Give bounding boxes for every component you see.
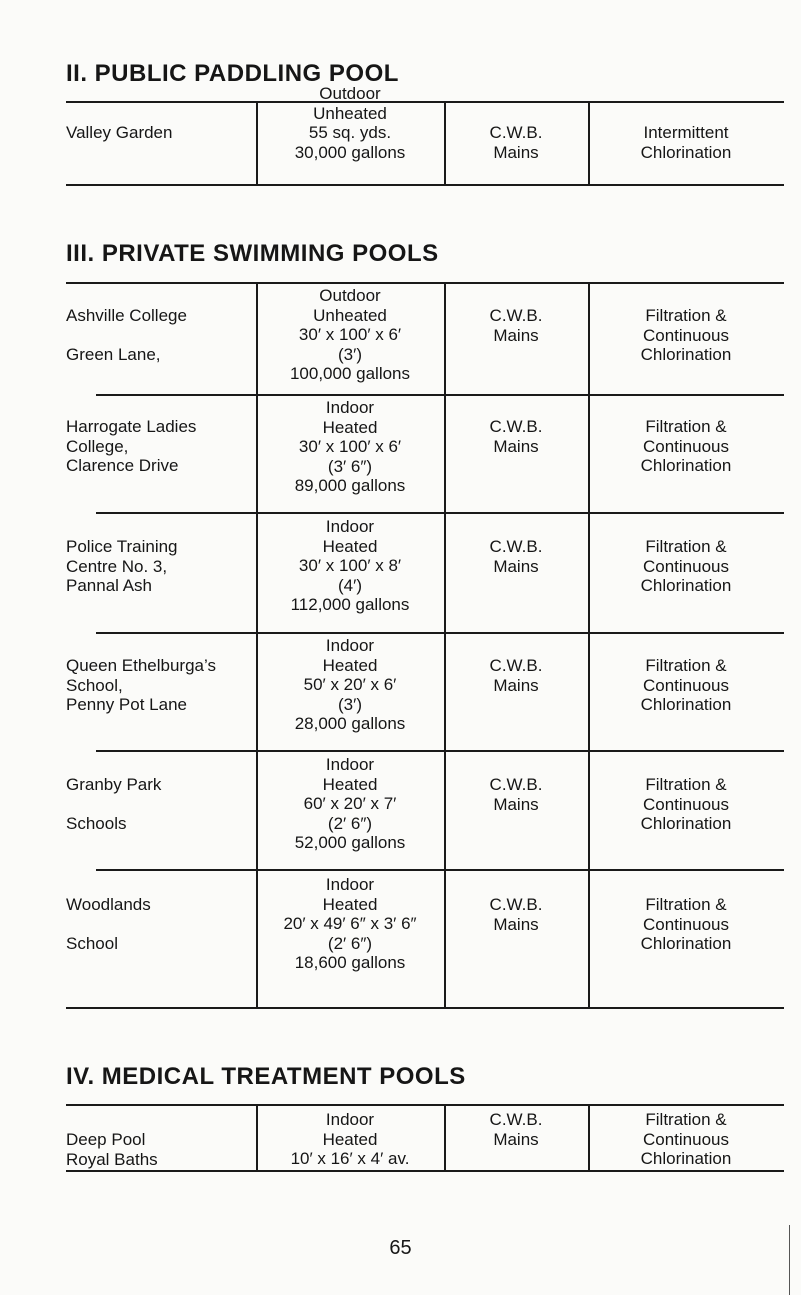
table-rule	[66, 1104, 784, 1106]
water-supply: C.W.B. Mains	[489, 306, 543, 345]
treatment: Filtration & Continuous Chlorination	[640, 537, 732, 596]
pool-name: Police Training Centre No. 3, Pannal Ash	[66, 537, 178, 596]
table-rule	[66, 282, 784, 284]
water-supply: C.W.B. Mains	[489, 895, 543, 934]
treatment: Filtration & Continuous Chlorination	[640, 656, 732, 715]
section-heading-medical: IV. MEDICAL TREATMENT POOLS	[66, 1063, 466, 1090]
treatment: Filtration & Continuous Chlorination	[640, 775, 732, 834]
section-heading-public: II. PUBLIC PADDLING POOL	[66, 60, 399, 87]
pool-name: Granby Park Schools	[66, 775, 162, 834]
water-supply: C.W.B. Mains	[489, 656, 543, 695]
table-rule	[66, 184, 784, 186]
treatment: Filtration & Continuous Chlorination	[640, 1110, 732, 1169]
pool-type: Indoor Heated 50′ x 20′ x 6′ (3′) 28,000 gallons	[294, 636, 406, 734]
page-edge-line	[789, 1225, 790, 1295]
treatment: Filtration & Continuous Chlorination	[640, 417, 732, 476]
pool-name: Deep Pool Royal Baths	[66, 1130, 158, 1169]
pool-type: Outdoor Unheated 55 sq. yds. 30,000 gallons	[294, 84, 406, 162]
section-heading-private: III. PRIVATE SWIMMING POOLS	[66, 240, 439, 267]
row-divider	[96, 512, 784, 514]
row-divider	[96, 394, 784, 396]
pool-name: Woodlands School	[66, 895, 151, 954]
treatment: Filtration & Continuous Chlorination	[640, 895, 732, 954]
row-divider	[96, 632, 784, 634]
table-rule	[66, 1170, 784, 1172]
pool-type: Indoor Heated 10′ x 16′ x 4′ av.	[290, 1110, 410, 1169]
pool-type: Indoor Heated 20′ x 49′ 6″ x 3′ 6″ (2′ 6″) 18,600 gallons	[283, 875, 417, 973]
pool-type: Indoor Heated 60′ x 20′ x 7′ (2′ 6″) 52,000 gallons	[294, 755, 406, 853]
pool-type: Indoor Heated 30′ x 100′ x 6′ (3′ 6″) 89,000 gallons	[294, 398, 406, 496]
row-divider	[96, 750, 784, 752]
water-supply: C.W.B. Mains	[489, 537, 543, 576]
page-number: 65	[389, 1237, 412, 1259]
treatment: Filtration & Continuous Chlorination	[640, 306, 732, 365]
water-supply: C.W.B. Mains	[489, 123, 543, 162]
pool-type: Indoor Heated 30′ x 100′ x 8′ (4′) 112,000 gallons	[290, 517, 410, 615]
row-divider	[96, 869, 784, 871]
pool-type: Outdoor Unheated 30′ x 100′ x 6′ (3′) 100,000 gallons	[289, 286, 411, 384]
pool-name: Queen Ethelburga’s School, Penny Pot Lane	[66, 656, 216, 715]
table-rule	[66, 1007, 784, 1009]
water-supply: C.W.B. Mains	[489, 775, 543, 814]
treatment: Intermittent Chlorination	[640, 123, 732, 162]
pool-name: Ashville College Green Lane,	[66, 306, 187, 365]
water-supply: C.W.B. Mains	[489, 417, 543, 456]
pool-name: Valley Garden	[66, 123, 173, 142]
water-supply: C.W.B. Mains	[489, 1110, 543, 1149]
pool-name: Harrogate Ladies College, Clarence Drive	[66, 417, 197, 476]
